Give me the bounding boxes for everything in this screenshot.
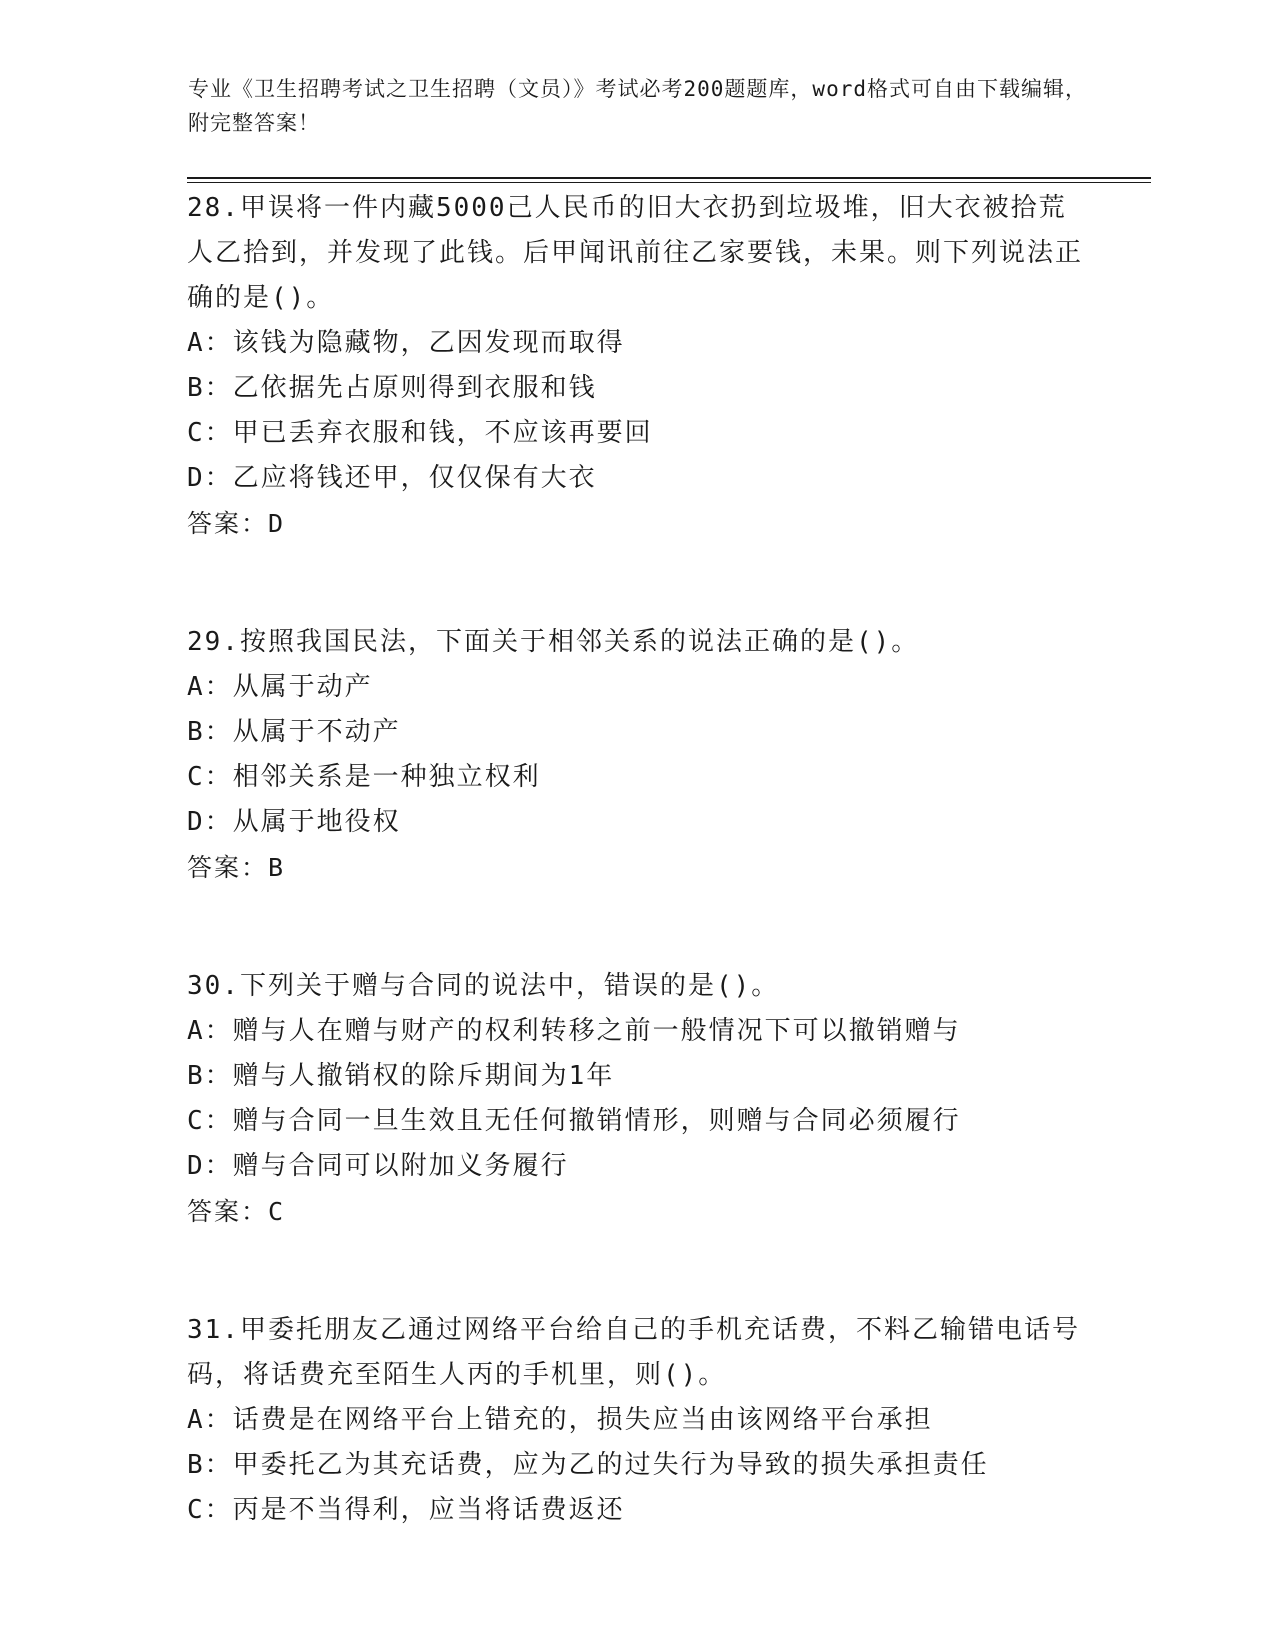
option-a: A：从属于动产 bbox=[187, 672, 373, 702]
question-text: 28.甲误将一件内藏5000己人民币的旧大衣扔到垃圾堆，旧大衣被拾荒人乙拾到，并发现了此钱。后甲闻讯前往乙家要钱，未果。则下列说法正确的是()。 bbox=[187, 193, 1084, 313]
answer-value: D bbox=[268, 509, 286, 538]
option-c: C：相邻关系是一种独立权利 bbox=[187, 762, 541, 792]
option-d: D：赠与合同可以附加义务履行 bbox=[187, 1151, 569, 1181]
option-a: A：话费是在网络平台上错充的，损失应当由该网络平台承担 bbox=[187, 1405, 933, 1435]
option-b: B：乙依据先占原则得到衣服和钱 bbox=[187, 373, 597, 403]
option-b: B：甲委托乙为其充话费，应为乙的过失行为导致的损失承担责任 bbox=[187, 1450, 989, 1480]
option-b: B：从属于不动产 bbox=[187, 717, 401, 747]
question-list bbox=[187, 186, 1087, 1533]
option-a: A：该钱为隐藏物，乙因发现而取得 bbox=[187, 328, 625, 358]
question-text: 31.甲委托朋友乙通过网络平台给自己的手机充话费，不料乙输错电话号码，将话费充至陌生人丙的手机里，则()。 bbox=[187, 1315, 1080, 1390]
question-30 bbox=[187, 964, 1087, 1234]
answer-label: 答案： bbox=[187, 853, 269, 882]
document-header: 专业《卫生招聘考试之卫生招聘（文员）》考试必考200题题库，word格式可自由下载编辑，附完整答案！ bbox=[188, 77, 1087, 135]
answer-label: 答案： bbox=[187, 1197, 269, 1226]
answer-value: B bbox=[268, 853, 286, 882]
header-divider-thick bbox=[187, 177, 1151, 179]
option-c: C：甲已丢弃衣服和钱，不应该再要回 bbox=[187, 418, 653, 448]
question-text: 29.按照我国民法，下面关于相邻关系的说法正确的是()。 bbox=[187, 627, 920, 657]
answer-line bbox=[187, 1189, 1087, 1234]
question-28 bbox=[187, 186, 1087, 546]
option-d: D：乙应将钱还甲，仅仅保有大衣 bbox=[187, 463, 597, 493]
answer-value: C bbox=[268, 1197, 286, 1226]
option-a: A：赠与人在赠与财产的权利转移之前一般情况下可以撤销赠与 bbox=[187, 1016, 961, 1046]
header-divider-thin bbox=[187, 182, 1151, 183]
answer-label: 答案： bbox=[187, 509, 269, 538]
question-text: 30.下列关于赠与合同的说法中，错误的是()。 bbox=[187, 971, 780, 1001]
question-29 bbox=[187, 620, 1087, 890]
question-31 bbox=[187, 1308, 1087, 1533]
option-b: B：赠与人撤销权的除斥期间为1年 bbox=[187, 1061, 615, 1091]
option-c: C：丙是不当得利，应当将话费返还 bbox=[187, 1495, 625, 1525]
answer-line bbox=[187, 501, 1087, 546]
option-d: D：从属于地役权 bbox=[187, 807, 401, 837]
answer-line bbox=[187, 845, 1087, 890]
option-c: C：赠与合同一旦生效且无任何撤销情形，则赠与合同必须履行 bbox=[187, 1106, 961, 1136]
